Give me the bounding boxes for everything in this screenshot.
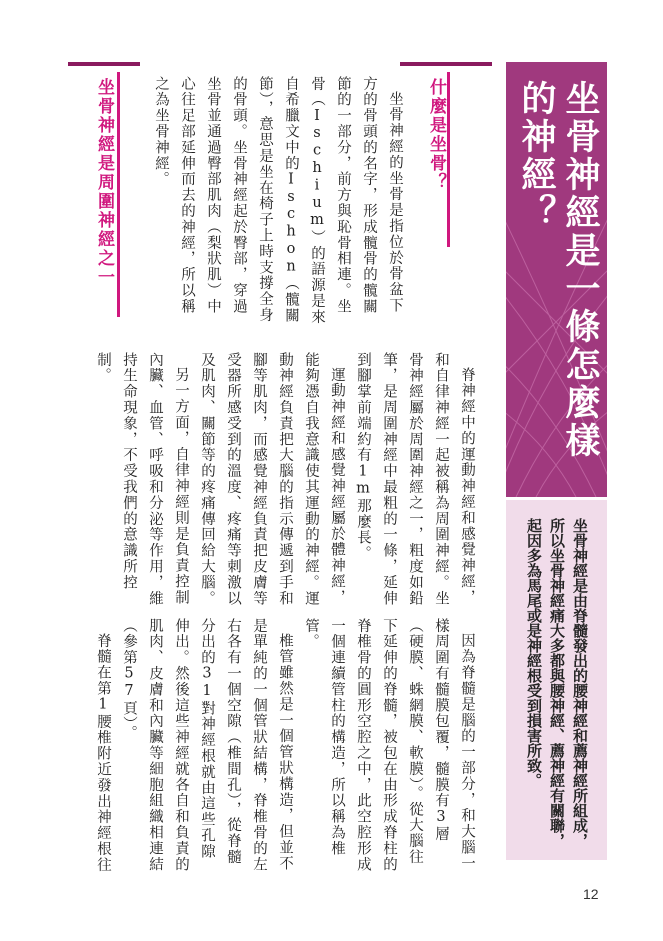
section-3-body xyxy=(60,618,480,873)
section-heading-what-is-ischium: 什麼是坐骨？ xyxy=(426,78,446,192)
heading-2-bar xyxy=(68,62,140,66)
title-panel xyxy=(506,62,607,497)
summary-box xyxy=(506,500,607,860)
heading-1-bar xyxy=(400,62,492,66)
page-number: 12 xyxy=(583,886,599,902)
summary-text: 坐骨神經是由脊髓發出的腰神經和薦神經所組成，所以坐骨神經痛大多都與腰神經、薦神經有關聯，起因多為馬尾或是神經根受到損害所致。 xyxy=(525,518,589,848)
section-3-paragraph-2: 椎管雖然是一個管狀構造，但並不是單純的一個管狀結構，脊椎骨的左右各有一個空隙（椎間孔），從脊髓分出的31對神經根就由這些孔隙伸出。然後這些神經就各自和負責的肌肉、皮膚和內臟等細胞組織相連結（參第57頁）。 xyxy=(121,618,293,873)
section-heading-peripheral-nerve: 坐骨神經是周圍神經之一 xyxy=(94,78,114,287)
section-2-paragraph-3: 另一方面，自律神經則是負責控制內臟、血管、呼吸和分泌等作用，維持生命現象，不受我們的意識所控制。 xyxy=(95,352,189,607)
page-title: 坐骨神經是一條怎麼樣的神經？ xyxy=(516,80,600,460)
section-3-paragraph-1: 因為脊髓是腦的一部分，和大腦一樣周圍有髓膜包覆，髓膜有3層（硬膜、蛛網膜、軟膜）。從大腦往下延伸的脊髓，被包在由形成脊柱的脊椎骨的圓形空腔之中，此空腔形成一個連續管柱的構造，所以稱為椎管。 xyxy=(303,618,475,873)
section-3-paragraph-3: 脊髓在第1腰椎附近發出神經根往 xyxy=(95,632,111,873)
section-2-paragraph-2: 運動神經和感覺神經屬於體神經，能夠憑自我意識使其運動的神經。運動神經負責把大腦的指示傳遞到手和腳等肌肉，而感覺神經負責把皮膚等受器所感受到的溫度、疼痛等刺激以及肌肉、關節等的疼痛傳回給大腦。 xyxy=(199,352,345,607)
section-2-body xyxy=(60,352,480,607)
section-1-paragraph-1: 坐骨神經的坐骨是指位於骨盆下方的骨頭的名字，形成髖骨的髖關節的一部分，前方與恥骨相連。坐骨（Ischium）的語源是來自希臘文中的Ischon（髖關節），意思是坐在椅子上時支撐全身的骨頭。坐骨神經起於臀部，穿過坐骨並通過臀部肌肉（梨狀肌）中心往足部延伸而去的神經，所以稱之為坐骨神經。 xyxy=(153,76,403,325)
section-2-paragraph-1: 脊神經中的運動神經和感覺神經，和自律神經一起被稱為周圍神經。坐骨神經屬於周圍神經之一，粗度如鉛筆，是周圍神經中最粗的一條，延伸到腳掌前端約有1m那麼長。 xyxy=(355,352,475,607)
heading-2-line xyxy=(117,72,120,317)
section-1-body xyxy=(148,76,408,326)
